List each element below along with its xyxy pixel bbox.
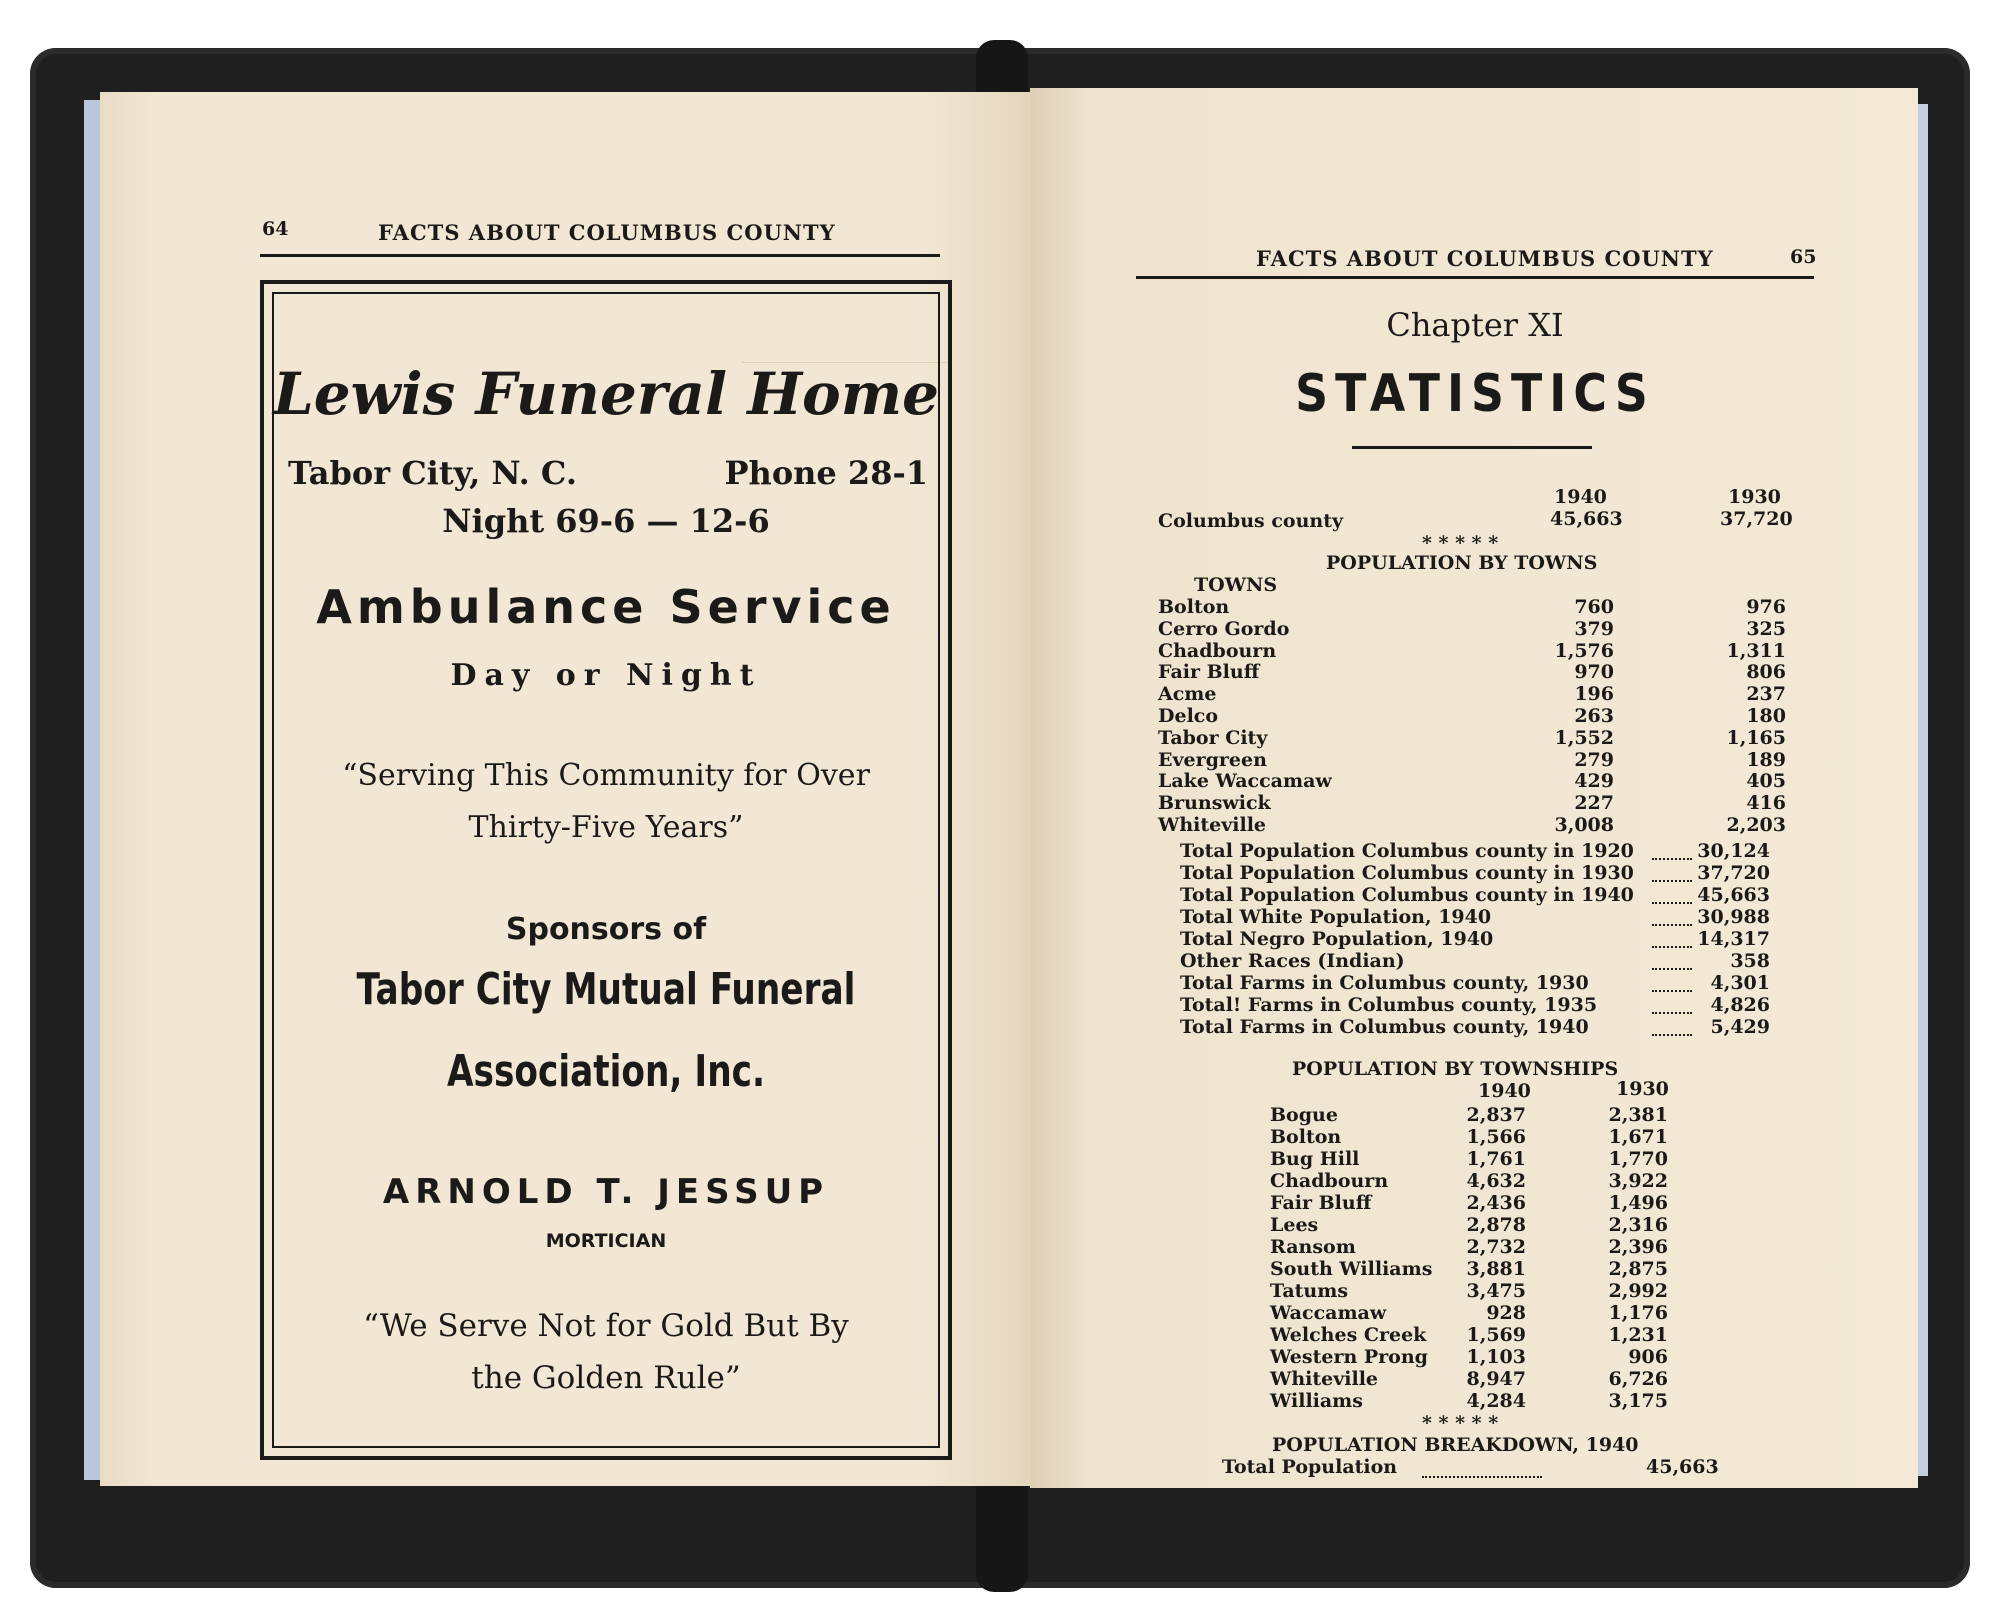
motto-line-1: “We Serve Not for Gold But By bbox=[363, 1308, 849, 1344]
town-name: Tabor City bbox=[1158, 726, 1268, 749]
town-1940: 227 bbox=[1574, 792, 1614, 815]
township-name: Lees bbox=[1270, 1214, 1319, 1236]
total-value: 14,317 bbox=[1697, 928, 1770, 950]
total-label: Total Negro Population, 1940 bbox=[1180, 928, 1494, 950]
town-1930: 189 bbox=[1746, 748, 1786, 771]
town-1930: 405 bbox=[1746, 770, 1786, 793]
total-leader-dots bbox=[1652, 1034, 1692, 1036]
town-name: Whiteville bbox=[1158, 814, 1267, 836]
motto-line-2: the Golden Rule” bbox=[471, 1360, 741, 1396]
total-population-leader bbox=[1422, 1476, 1542, 1478]
township-1930: 1,231 bbox=[1608, 1324, 1668, 1346]
header-rule-left bbox=[260, 254, 940, 257]
town-name: Cerro Gordo bbox=[1158, 617, 1290, 640]
total-value: 30,988 bbox=[1697, 906, 1770, 928]
township-name: Welches Creek bbox=[1270, 1324, 1427, 1346]
township-name: Tatums bbox=[1270, 1280, 1349, 1302]
total-label: Total Farms in Columbus county, 1940 bbox=[1180, 1016, 1589, 1038]
business-location: Tabor City, N. C. bbox=[288, 454, 577, 492]
county-1930: 37,720 bbox=[1720, 508, 1793, 530]
business-name: Lewis Funeral Home bbox=[272, 360, 939, 428]
township-1930: 1,496 bbox=[1608, 1192, 1668, 1214]
township-1930: 2,381 bbox=[1608, 1104, 1668, 1126]
page-number-right: 65 bbox=[1790, 246, 1817, 268]
township-1930: 3,922 bbox=[1608, 1170, 1668, 1192]
township-1940: 3,881 bbox=[1466, 1258, 1526, 1280]
total-leader-dots bbox=[1652, 858, 1692, 860]
title-underline bbox=[1352, 446, 1592, 449]
town-name: Lake Waccamaw bbox=[1158, 770, 1332, 793]
township-1930: 6,726 bbox=[1608, 1368, 1668, 1390]
county-1940: 45,663 bbox=[1550, 508, 1623, 530]
townships-year-1930: 1930 bbox=[1616, 1078, 1669, 1100]
township-name: Western Prong bbox=[1270, 1346, 1428, 1368]
slogan-line-1: “Serving This Community for Over bbox=[342, 758, 870, 793]
township-1930: 3,175 bbox=[1608, 1390, 1668, 1412]
chapter-label: Chapter XI bbox=[1386, 306, 1564, 344]
town-1940: 379 bbox=[1574, 617, 1614, 640]
township-name: Bolton bbox=[1270, 1126, 1342, 1148]
total-label: Total! Farms in Columbus county, 1935 bbox=[1180, 994, 1598, 1016]
town-1940: 279 bbox=[1574, 748, 1614, 771]
township-name: Ransom bbox=[1270, 1236, 1356, 1258]
total-label: Total White Population, 1940 bbox=[1180, 906, 1492, 928]
township-1940: 2,732 bbox=[1466, 1236, 1526, 1258]
total-leader-dots bbox=[1652, 946, 1692, 948]
service-availability: Day or Night bbox=[450, 658, 762, 693]
running-header-left: FACTS ABOUT COLUMBUS COUNTY bbox=[378, 220, 836, 245]
township-1930: 1,770 bbox=[1608, 1148, 1668, 1170]
township-name: Chadbourn bbox=[1270, 1170, 1389, 1192]
breakdown-heading: POPULATION BREAKDOWN, 1940 bbox=[1272, 1434, 1639, 1456]
ambulance-service: Ambulance Service bbox=[316, 580, 896, 634]
total-value: 358 bbox=[1730, 950, 1770, 972]
total-population-value: 45,663 bbox=[1646, 1456, 1719, 1478]
town-1940: 263 bbox=[1574, 705, 1614, 727]
township-1940: 2,436 bbox=[1466, 1192, 1526, 1214]
total-leader-dots bbox=[1652, 1012, 1692, 1014]
town-1940: 196 bbox=[1574, 683, 1614, 706]
township-1930: 2,316 bbox=[1608, 1214, 1668, 1236]
statistics-title: STATISTICS bbox=[1295, 364, 1655, 424]
towns-heading: POPULATION BY TOWNS bbox=[1326, 552, 1598, 574]
stars-divider-1: * * * * * bbox=[1422, 532, 1499, 554]
total-leader-dots bbox=[1652, 902, 1692, 904]
proprietor-title: MORTICIAN bbox=[545, 1230, 667, 1252]
year-header-1940: 1940 bbox=[1554, 486, 1607, 508]
township-name: Waccamaw bbox=[1270, 1302, 1387, 1324]
township-1940: 1,569 bbox=[1466, 1324, 1526, 1346]
township-name: Williams bbox=[1270, 1390, 1363, 1412]
town-name: Fair Bluff bbox=[1158, 661, 1260, 684]
township-name: Bogue bbox=[1270, 1104, 1338, 1126]
town-1930: 180 bbox=[1746, 705, 1786, 727]
town-1930: 416 bbox=[1746, 792, 1786, 815]
header-rule-right bbox=[1136, 276, 1814, 279]
town-name: Acme bbox=[1158, 683, 1217, 706]
running-header-right: FACTS ABOUT COLUMBUS COUNTY bbox=[1256, 246, 1714, 271]
total-leader-dots bbox=[1652, 968, 1692, 970]
total-population-label: Total Population bbox=[1222, 1456, 1398, 1478]
township-name: Whiteville bbox=[1270, 1368, 1379, 1390]
total-leader-dots bbox=[1652, 880, 1692, 882]
towns-column-label: TOWNS bbox=[1194, 574, 1278, 596]
town-name: Brunswick bbox=[1158, 792, 1271, 815]
town-1930: 325 bbox=[1746, 617, 1786, 640]
town-1940: 1,552 bbox=[1554, 726, 1614, 749]
town-1930: 1,311 bbox=[1726, 639, 1786, 662]
total-value: 30,124 bbox=[1697, 840, 1770, 862]
township-1930: 1,176 bbox=[1608, 1302, 1668, 1324]
township-1930: 2,875 bbox=[1608, 1258, 1668, 1280]
township-1940: 1,761 bbox=[1466, 1148, 1526, 1170]
funeral-home-advertisement bbox=[260, 280, 952, 1460]
town-name: Bolton bbox=[1158, 596, 1230, 618]
total-leader-dots bbox=[1652, 990, 1692, 992]
total-label: Total Farms in Columbus county, 1930 bbox=[1180, 972, 1589, 994]
total-label: Total Population Columbus county in 1940 bbox=[1180, 884, 1634, 906]
total-value: 37,720 bbox=[1697, 862, 1770, 884]
year-header-1930: 1930 bbox=[1728, 486, 1781, 508]
total-value: 5,429 bbox=[1710, 1016, 1770, 1038]
township-1930: 2,396 bbox=[1608, 1236, 1668, 1258]
proprietor-name: ARNOLD T. JESSUP bbox=[382, 1172, 830, 1212]
association-line-2: Association, Inc. bbox=[446, 1046, 766, 1097]
slogan-line-2: Thirty-Five Years” bbox=[468, 810, 744, 845]
town-1930: 237 bbox=[1746, 683, 1786, 706]
township-1940: 928 bbox=[1486, 1302, 1526, 1324]
town-name: Evergreen bbox=[1158, 748, 1267, 771]
total-value: 45,663 bbox=[1697, 884, 1770, 906]
town-1940: 429 bbox=[1574, 770, 1614, 793]
town-1930: 2,203 bbox=[1726, 814, 1786, 836]
township-1940: 2,878 bbox=[1466, 1214, 1526, 1236]
town-1930: 976 bbox=[1746, 596, 1786, 618]
township-1940: 1,103 bbox=[1466, 1346, 1526, 1368]
township-1930: 1,671 bbox=[1608, 1126, 1668, 1148]
association-line-1: Tabor City Mutual Funeral bbox=[356, 964, 856, 1015]
township-1940: 4,284 bbox=[1466, 1390, 1526, 1412]
township-1940: 2,837 bbox=[1466, 1104, 1526, 1126]
township-1940: 4,632 bbox=[1466, 1170, 1526, 1192]
town-1930: 1,165 bbox=[1726, 726, 1786, 749]
night-phone: Night 69-6 — 12-6 bbox=[442, 502, 770, 540]
township-name: South Williams bbox=[1270, 1258, 1433, 1280]
township-1940: 3,475 bbox=[1466, 1280, 1526, 1302]
business-phone: Phone 28-1 bbox=[724, 454, 928, 492]
township-1930: 906 bbox=[1628, 1346, 1668, 1368]
total-label: Other Races (Indian) bbox=[1180, 950, 1405, 972]
total-label: Total Population Columbus county in 1930 bbox=[1180, 862, 1634, 884]
township-1930: 2,992 bbox=[1608, 1280, 1668, 1302]
town-1940: 760 bbox=[1574, 596, 1614, 618]
townships-heading: POPULATION BY TOWNSHIPS bbox=[1292, 1058, 1619, 1080]
total-leader-dots bbox=[1652, 924, 1692, 926]
town-1940: 970 bbox=[1574, 661, 1614, 684]
town-name: Chadbourn bbox=[1158, 639, 1277, 662]
total-value: 4,826 bbox=[1710, 994, 1770, 1016]
stars-divider-2: * * * * * bbox=[1422, 1412, 1499, 1434]
page-number-left: 64 bbox=[262, 218, 289, 240]
township-name: Bug Hill bbox=[1270, 1148, 1360, 1170]
town-1940: 3,008 bbox=[1554, 814, 1614, 836]
town-name: Delco bbox=[1158, 705, 1219, 727]
townships-year-1940: 1940 bbox=[1478, 1080, 1531, 1102]
town-1940: 1,576 bbox=[1554, 639, 1614, 662]
total-label: Total Population Columbus county in 1920 bbox=[1180, 840, 1634, 862]
sponsors-label: Sponsors of bbox=[505, 912, 707, 947]
township-1940: 1,566 bbox=[1466, 1126, 1526, 1148]
total-value: 4,301 bbox=[1710, 972, 1770, 994]
township-name: Fair Bluff bbox=[1270, 1192, 1372, 1214]
town-1930: 806 bbox=[1746, 661, 1786, 684]
township-1940: 8,947 bbox=[1466, 1368, 1526, 1390]
county-label: Columbus county bbox=[1158, 510, 1344, 532]
